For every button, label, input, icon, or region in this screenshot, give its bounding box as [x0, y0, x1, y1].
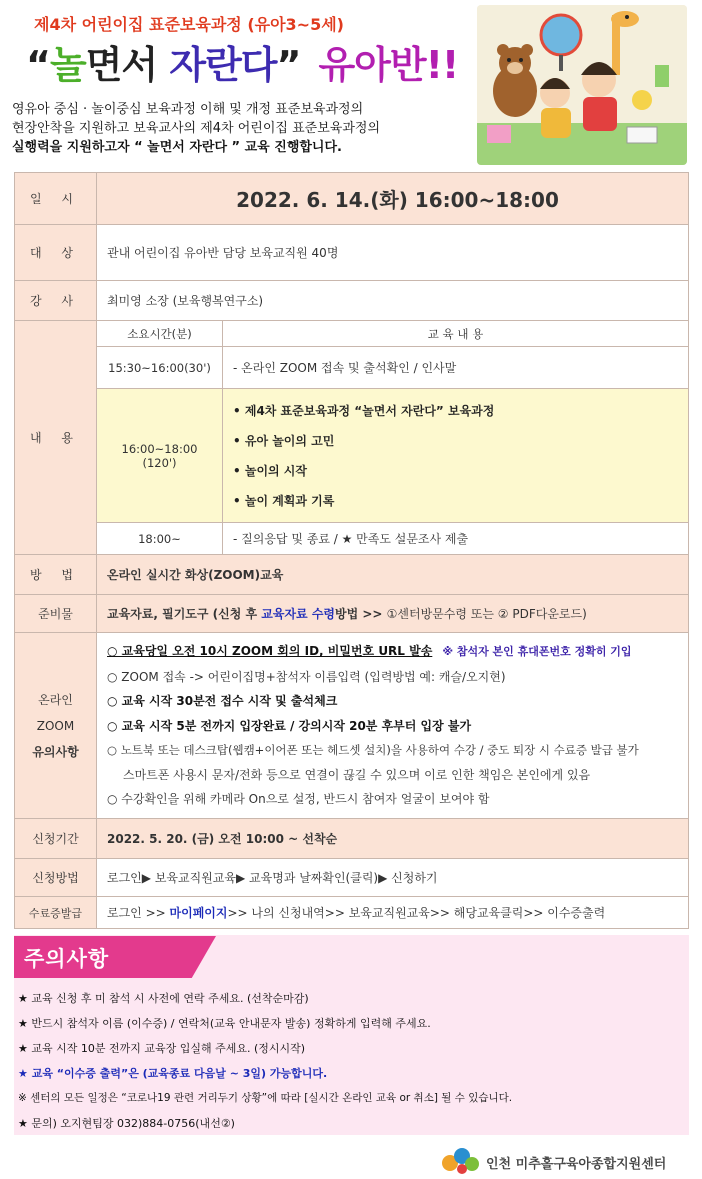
header: [0, 0, 702, 165]
label-online: [15, 633, 97, 819]
online-note: ○ 노트북 또는 데스크탑(웹캠+이어폰 또는 헤드셋 설치)을 사용하여 수강 / 중도 퇴장 시 수료증 발급 불가: [107, 743, 639, 758]
info-table: [14, 172, 689, 929]
online-note: ○ 교육 시작 5분 전까지 입장완료 / 강의시작 20분 후부터 입장 불가: [107, 718, 472, 733]
title-part-1: 놀: [49, 43, 86, 87]
content-time-2: [97, 389, 223, 523]
content-time-3: 18:00~: [97, 523, 223, 555]
online-note: ○ 수강확인을 위해 카메라 On으로 설정, 반드시 참여자 얼굴이 보여야 함: [107, 792, 490, 807]
row-apply: [15, 859, 689, 897]
method-value: 온라인 실시간 화상(ZOOM)교육: [97, 555, 689, 595]
content-bullet: • 유아 놀이의 고민: [233, 434, 335, 448]
title-class-name: 유아반!!: [318, 43, 459, 87]
apply-value: 로그인▶ 보육교직원교육▶ 교육명과 날짜확인(클릭)▶ 신청하기: [97, 859, 689, 897]
col-time-header: 소요시간(분): [97, 321, 223, 347]
content-bullets: [223, 389, 689, 523]
row-period: [15, 819, 689, 859]
main-title: [26, 34, 458, 89]
row-lecturer: [15, 281, 689, 321]
row-supplies: [15, 595, 689, 633]
mypage-link[interactable]: 마이페이지: [169, 906, 228, 920]
certificate-value: [97, 897, 689, 929]
caution-item: ★ 교육 시작 10분 전까지 교육장 입실해 주세요. (정시시작): [18, 1042, 306, 1055]
label-date: 일 시: [15, 173, 97, 225]
row-target: [15, 225, 689, 281]
supplies-part-1: 교육자료, 필기도구 (신청 후: [107, 607, 262, 621]
caution-list: [18, 990, 512, 1140]
title-quote-close: ”: [276, 43, 301, 87]
label-method: 방 법: [15, 555, 97, 595]
label-content: 내 용: [15, 321, 97, 555]
content-bullet: • 제4차 표준보육과정 “놀면서 자란다” 보육과정: [233, 404, 495, 418]
row-content-1: [15, 347, 689, 389]
label-period: 신청기간: [15, 819, 97, 859]
caution-item: ★ 교육 신청 후 미 참석 시 사전에 연락 주세요. (선착순마감): [18, 992, 309, 1005]
center-logo-icon: [440, 1145, 482, 1175]
content-bullet: • 놀이의 시작: [233, 464, 307, 478]
supplies-part-2: 교육자료 수령: [261, 607, 336, 621]
content-time-2-minutes: (120'): [142, 455, 177, 470]
content-text-3: - 질의응답 및 종료 / ★ 만족도 설문조사 제출: [223, 523, 689, 555]
classroom-illustration: [477, 5, 687, 165]
lecturer-value: 최미영 소장 (보육행복연구소): [97, 281, 689, 321]
intro-line: 영유아 중심 · 놀이중심 보육과정 이해 및 개정 표준보육과정의: [12, 102, 364, 117]
content-time-1: 15:30~16:00(30'): [97, 347, 223, 389]
row-date: [15, 173, 689, 225]
center-name: 인천 미추홀구육아종합지원센터: [486, 1157, 667, 1172]
title-quote-open: “: [26, 43, 50, 87]
online-note-text: ○ 교육당일 오전 10시 ZOOM 회의 ID, 비밀번호 URL 발송: [107, 644, 433, 659]
label-online-2: ZOOM: [36, 718, 75, 733]
illustration-svg: [477, 5, 687, 165]
subtitle: 제4차 어린이집 표준보육과정 (유아3~5세): [34, 15, 344, 34]
date-value: 2022. 6. 14.(화) 16:00~18:00: [97, 173, 689, 225]
online-note: [107, 639, 688, 665]
title-part-2: 면서: [85, 43, 170, 87]
label-supplies: 준비물: [15, 595, 97, 633]
label-target: 대 상: [15, 225, 97, 281]
target-value: 관내 어린이집 유아반 담당 보육교직원 40명: [97, 225, 689, 281]
col-content-header: 교 육 내 용: [223, 321, 689, 347]
online-note-extra: ※ 참석자 본인 휴대폰번호 정확히 기입: [442, 645, 632, 659]
intro-text: [12, 100, 472, 157]
row-online: [15, 633, 689, 819]
content-text-1: - 온라인 ZOOM 접속 및 출석확인 / 인사말: [223, 347, 689, 389]
label-apply: 신청방법: [15, 859, 97, 897]
certificate-part-3: >> 나의 신청내역>> 보육교직원교육>> 해당교육클릭>> 이수증출력: [227, 906, 606, 920]
row-certificate: [15, 897, 689, 929]
row-method: [15, 555, 689, 595]
caution-item: ★ 교육 “이수증 출력”은 (교육종료 다음날 ~ 3일) 가능합니다.: [18, 1067, 328, 1080]
label-online-3: 유의사항: [32, 744, 79, 759]
online-note: ○ ZOOM 접속 -> 어린이집명+참석자 이름입력 (입력방법 예: 캐슬/오지현): [107, 669, 506, 684]
supplies-part-4: ①센터방문수령 또는 ② PDF다운로드): [386, 607, 587, 621]
row-content-2: [15, 389, 689, 523]
label-certificate: 수료증발급: [15, 897, 97, 929]
row-content-3: [15, 523, 689, 555]
intro-line: 현장안착을 지원하고 보육교사의 제4차 어린이집 표준보육과정의: [12, 121, 380, 136]
online-notes: [97, 633, 689, 819]
title-part-3: 자란다: [169, 43, 277, 87]
period-value: 2022. 5. 20. (금) 오전 10:00 ~ 선착순: [97, 819, 689, 859]
caution-item: ★ 반드시 참석자 이름 (이수증) / 연락처(교육 안내문자 발송) 정확하게 입력해 주세요.: [18, 1017, 431, 1030]
content-time-2-range: 16:00~18:00: [121, 441, 198, 456]
supplies-part-3: 방법 >>: [335, 607, 387, 621]
label-lecturer: 강 사: [15, 281, 97, 321]
label-online-1: 온라인: [38, 692, 73, 707]
caution-item: ※ 센터의 모든 일정은 “코로나19 관련 거리두기 상황”에 따라 [실시간 온라인 교육 or 취소] 될 수 있습니다.: [18, 1092, 513, 1104]
footer: [438, 1145, 688, 1177]
intro-line: 실행력을 지원하고자 “ 놀면서 자란다 ” 교육 진행합니다.: [12, 140, 342, 155]
caution-title: 주의사항: [24, 947, 110, 971]
supplies-value: [97, 595, 689, 633]
content-bullet: • 놀이 계획과 기록: [233, 494, 335, 508]
online-note: ○ 교육 시작 30분전 접수 시작 및 출석체크: [107, 694, 338, 709]
certificate-part-1: 로그인 >>: [107, 906, 170, 920]
online-note: 스마트폰 사용시 문자/전화 등으로 연결이 끊길 수 있으며 이로 인한 책임은 본인에게 있음: [123, 767, 591, 782]
row-content-header: [15, 321, 689, 347]
caution-item: ★ 문의) 오지현팀장 032)884-0756(내선②): [18, 1117, 235, 1130]
